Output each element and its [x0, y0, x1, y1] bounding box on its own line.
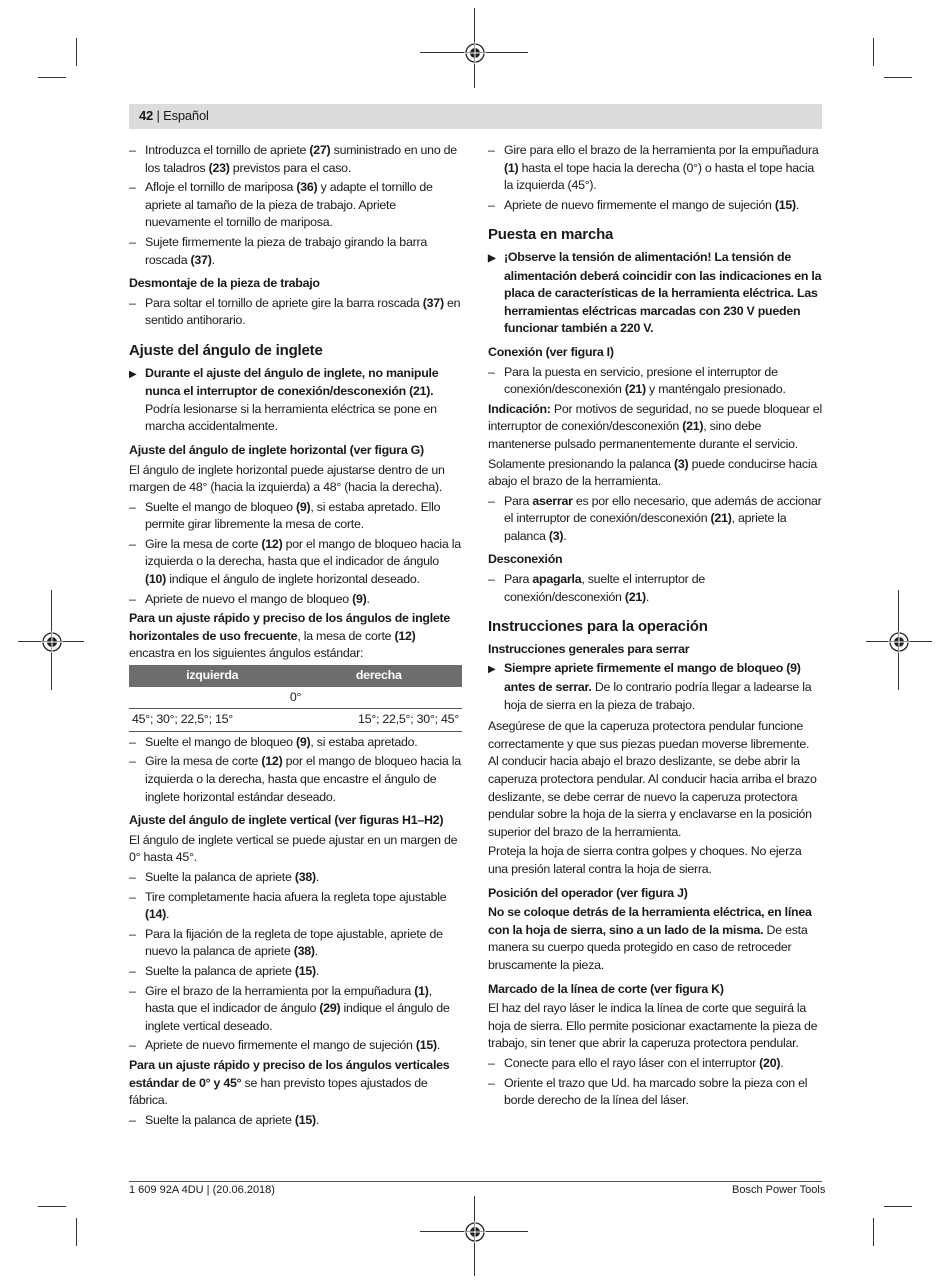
crop-mark: [38, 1206, 66, 1207]
list-item-ref: (36): [296, 180, 318, 195]
list-item-text: Afloje el tornillo de mariposa: [145, 180, 297, 195]
caperuza-paragraph: Asegúrese de que la caperuza protectora pendular funcione correctamente y que sus piezas puedan moverse libremente. Al conducir hacia abajo el brazo deslizante, se debe abrir la caperuza protectora pendular. Al conducir hacia arriba el brazo deslizante, se debe cerrar de nuevo la caperuza protectora pendular sobre la hoja de la sierra y enclavarse en la posición superior del brazo de la herramienta.: [488, 719, 817, 839]
warning-bold: Durante el ajuste del ángulo de inglete, no manipule nunca el interruptor de conexión/desconexión (21).: [145, 365, 439, 399]
list-item-ref: (1): [504, 160, 519, 175]
list-item: [129, 179, 462, 232]
marcado-list: [488, 1055, 822, 1110]
list-item-text: Suelte el mango de bloqueo: [145, 734, 297, 749]
list-item-ref: (9): [296, 734, 311, 749]
list-item: [129, 983, 462, 1036]
registration-mark-icon: [464, 42, 486, 64]
quick-horiz-paragraph: [129, 610, 462, 663]
list-item-text: Sujete firmemente la pieza de trabajo girando la barra roscada: [145, 234, 427, 267]
list-item: [129, 234, 462, 269]
indicacion-label: Indicación:: [488, 401, 551, 416]
list-item-text: .: [645, 589, 650, 604]
page-header-band: [129, 104, 822, 129]
list-item-ref: (9): [296, 499, 311, 514]
angles-table: [129, 665, 462, 732]
puesta-warning: ▶ ¡Observe la tensión de alimentación! La tensión de alimentación deberá coincidir con las indicaciones en la placa de características de la herramienta eléctrica. Las herramientas eléctricas marcadas con 230 V pueden funcionar también a 220 V.: [488, 249, 822, 338]
crop-mark: [873, 1218, 874, 1246]
intro-list: [129, 142, 462, 269]
desmontaje-list: [129, 295, 462, 330]
list-item-ref: (29): [319, 1001, 341, 1016]
quick-horiz-tail: encastra en los siguientes ángulos estándar:: [129, 646, 364, 661]
list-item-ref: (15): [294, 963, 316, 978]
quick-vert-paragraph: [129, 1057, 462, 1110]
list-item-ref: (38): [293, 944, 315, 959]
list-item-ref: (9): [352, 591, 367, 606]
list-item-text: es por ello necesario, que además de accionar el interruptor de conexión/desconexión: [504, 493, 822, 526]
list-item: [129, 1037, 462, 1055]
list-item-text: Para: [504, 493, 533, 508]
list-item-text: , si estaba apretado. Ello permite girar libremente la mesa de corte.: [145, 499, 441, 532]
list-item: [488, 364, 822, 399]
list-item-ref: (15): [294, 1112, 316, 1127]
list-item: [129, 536, 462, 589]
list-item-text: y manténgalo presionado.: [645, 382, 786, 397]
list-item-text: previstos para el caso.: [229, 160, 352, 175]
palanca-tail: puede conducirse hacia abajo el brazo de la herramienta.: [488, 456, 817, 489]
crop-mark: [884, 77, 912, 78]
posicion-heading: Posición del operador (ver figura J): [488, 885, 688, 900]
list-item-ref: aserrar: [532, 493, 573, 508]
palanca-paragraph: [488, 456, 822, 491]
list-item-ref: (37): [190, 252, 212, 267]
table-cell-left: 45°; 30°; 22,5°; 15°: [129, 709, 296, 732]
list-item: [129, 963, 462, 981]
crop-mark: [38, 77, 66, 78]
after-table-list: [129, 734, 462, 806]
list-item-ref: (23): [208, 160, 230, 175]
palanca-text: Solamente presionando la palanca: [488, 456, 675, 471]
quick-horiz-bold: Para un ajuste rápido y preciso de los ángulos de inglete horizontales de uso frecuente: [129, 611, 451, 643]
list-item-text: .: [314, 944, 318, 959]
vert-list: [129, 869, 462, 1055]
list-item-ref: (15): [774, 197, 796, 212]
list-item-text: hasta el tope hacia la derecha (0°) o hasta el tope hacia la izquierda (45°).: [504, 160, 815, 193]
last-list: [129, 1112, 462, 1130]
list-item: [129, 591, 462, 609]
list-item: [129, 499, 462, 534]
warning-text: Podría lesionarse si la herramienta eléctrica se pone en marcha accidentalmente.: [145, 401, 437, 434]
list-item: [129, 889, 462, 924]
list-item: [129, 734, 462, 752]
right-column: [488, 142, 822, 1112]
horiz-paragraph: El ángulo de inglete horizontal puede ajustarse dentro de un margen de 48° (hacia la izquierda) a 48° (hacia la derecha).: [129, 462, 445, 495]
generales-warning-text: De lo contrario podría llegar a ladearse la hoja de sierra en la pieza de trabajo.: [504, 680, 812, 712]
crop-mark: [884, 1206, 912, 1207]
marcado-paragraph: El haz del rayo láser le indica la línea de corte que seguirá la hoja de sierra. Ello permite posicionar exactamente la pieza de trabajo, sin tener que abrir la caperuza protectora pendular.: [488, 1001, 818, 1051]
list-item-text: .: [795, 197, 800, 212]
vert-paragraph: El ángulo de inglete vertical se puede ajustar en un margen de 0° hasta 45°.: [129, 832, 458, 865]
list-item-ref: apagarla: [532, 572, 582, 587]
table-cell-center: 0°: [129, 687, 462, 709]
proteja-paragraph: Proteja la hoja de sierra contra golpes y choques. No ejerza una presión lateral contra la hoja de sierra.: [488, 844, 802, 876]
list-item-text: Gire la mesa de corte: [145, 754, 262, 769]
list-item-ref: (21): [710, 511, 732, 526]
list-item-text: Para la puesta en servicio, presione el interruptor de conexión/desconexión: [504, 364, 778, 397]
list-item-ref: (10): [145, 572, 167, 587]
registration-mark-icon: [464, 1221, 486, 1243]
desconexion-heading: Desconexión: [488, 552, 563, 567]
list-item-text: .: [211, 252, 215, 267]
list-item: [488, 493, 822, 546]
palanca-ref: (3): [674, 456, 689, 471]
list-item-text: Introduzca el tornillo de apriete: [145, 143, 310, 157]
list-item: [129, 926, 462, 961]
header-separator: |: [156, 108, 160, 123]
conexion-list: [488, 364, 822, 399]
list-item-text: Para la fijación de la regleta de tope ajustable, apriete de nuevo la palanca de apriete: [145, 926, 443, 959]
table-cell-right: 15°; 22,5°; 30°; 45°: [296, 709, 463, 732]
list-item-ref: (21): [624, 382, 646, 397]
list-item: [129, 142, 462, 177]
posicion-paragraph: [488, 904, 822, 974]
page-header: [139, 108, 209, 123]
aserrar-list: [488, 493, 822, 546]
list-item-text: .: [315, 1112, 320, 1127]
list-item: [488, 1055, 822, 1073]
posicion-bold: No se coloque detrás de la herramienta eléctrica, en línea con la hoja de sierra, sino a un lado de la misma.: [488, 905, 812, 937]
horiz-list: [129, 499, 462, 609]
marcado-heading: Marcado de la línea de corte (ver figura K): [488, 981, 724, 996]
indicacion-paragraph: [488, 401, 822, 454]
list-item-ref: (20): [759, 1055, 781, 1070]
list-item-text: , suelte el interruptor de conexión/desconexión: [504, 572, 706, 604]
list-item-ref: (1): [414, 983, 429, 998]
left-column: [129, 142, 462, 1131]
list-item-text: Tire completamente hacia afuera la regleta tope ajustable: [145, 889, 447, 904]
posicion-text: De esta manera su cuerpo queda protegido en caso de retroceder bruscamente la pieza.: [488, 922, 808, 972]
ajuste-heading: Ajuste del ángulo de inglete: [129, 341, 323, 359]
vert-heading: Ajuste del ángulo de inglete vertical (ver figuras H1–H2): [129, 813, 444, 828]
list-item-text: Gire la mesa de corte: [145, 536, 262, 551]
quick-horiz-ref: (12): [394, 628, 416, 643]
conexion-heading: Conexión (ver figura I): [488, 344, 614, 359]
registration-mark-icon: [888, 631, 910, 653]
page-number: 42: [139, 108, 154, 123]
list-item-text: y adapte el tornillo de apriete al tamaño de la pieza de trabajo. Apriete nuevamente el tornillo de mariposa.: [145, 180, 433, 230]
list-item-ref: (27): [309, 143, 331, 157]
list-item: [488, 1075, 822, 1110]
generales-warning: [488, 660, 822, 714]
crop-mark: [76, 1218, 77, 1246]
list-item-text: Suelte la palanca de apriete: [145, 1112, 295, 1127]
list-item-text: Conecte para ello el rayo láser con el interruptor: [504, 1055, 760, 1070]
list-item: [129, 869, 462, 887]
crop-mark: [76, 38, 77, 66]
list-item-ref: (12): [261, 536, 283, 551]
list-item-text: .: [780, 1055, 784, 1070]
list-item: [488, 571, 822, 606]
list-item-text: Apriete de nuevo firmemente el mango de sujeción: [504, 197, 775, 212]
list-item: [129, 295, 462, 330]
top-list: [488, 142, 822, 214]
list-item-text: .: [315, 869, 320, 884]
table-header-right: derecha: [296, 665, 463, 687]
list-item-text: , hasta que el indicador de ángulo: [145, 983, 432, 1016]
list-item-text: .: [563, 528, 567, 543]
ajuste-warning: [129, 365, 462, 436]
quick-horiz-text: , la mesa de corte: [297, 628, 395, 643]
list-item: [488, 197, 822, 215]
registration-mark-icon: [41, 631, 63, 653]
list-item-text: .: [166, 907, 170, 922]
footer-brand: Bosch Power Tools: [732, 1184, 826, 1196]
list-item-text: Apriete de nuevo el mango de bloqueo: [145, 591, 353, 606]
list-item-text: por el mango de bloqueo hacia la izquierda o la derecha, hasta que encastre el ángulo de inglete horizontal estándar deseado.: [145, 754, 461, 804]
list-item-text: .: [315, 963, 320, 978]
list-item-text: Suelte la palanca de apriete: [145, 869, 295, 884]
indicacion-ref: (21): [682, 419, 704, 434]
list-item-text: .: [366, 591, 370, 606]
desconexion-list: [488, 571, 822, 606]
quick-vert-text: se han previsto topes ajustados de fábrica.: [129, 1075, 428, 1108]
operacion-heading: Instrucciones para la operación: [488, 618, 708, 636]
list-item: [129, 753, 462, 806]
list-item-text: suministrado en uno de los taladros: [145, 143, 457, 175]
list-item-text: Para soltar el tornillo de apriete gire la barra roscada: [145, 295, 423, 310]
list-item-text: indique el ángulo de inglete horizontal deseado.: [166, 572, 420, 587]
header-language: Español: [163, 108, 209, 123]
list-item: [488, 142, 822, 195]
table-header-left: izquierda: [129, 665, 296, 687]
list-item-text: Apriete de nuevo firmemente el mango de sujeción: [145, 1038, 416, 1053]
crop-mark: [873, 38, 874, 66]
list-item-ref: (38): [294, 869, 316, 884]
footer-rule: [129, 1181, 822, 1182]
indicacion-text: Por motivos de seguridad, no se puede bloquear el interruptor de conexión/desconexión: [488, 401, 822, 434]
puesta-heading: Puesta en marcha: [488, 226, 614, 244]
list-item-ref: (3): [548, 528, 564, 543]
desmontaje-heading: Desmontaje de la pieza de trabajo: [129, 276, 320, 291]
generales-heading: Instrucciones generales para serrar: [488, 641, 690, 656]
list-item-text: indique el ángulo de inglete vertical deseado.: [145, 1001, 450, 1033]
list-item-text: Suelte la palanca de apriete: [145, 963, 295, 978]
list-item-text: .: [436, 1038, 441, 1053]
list-item-text: Oriente el trazo que Ud. ha marcado sobre la pieza con el borde derecho de la línea del láser.: [504, 1075, 808, 1108]
list-item-text: , si estaba apretado.: [310, 734, 418, 749]
list-item-text: Suelte el mango de bloqueo: [145, 499, 297, 514]
quick-vert-bold: Para un ajuste rápido y preciso de los ángulos verticales estándar de 0° y 45°: [129, 1057, 450, 1090]
list-item-text: por el mango de bloqueo hacia la izquierda o la derecha, hasta que el indicador de ángulo: [145, 536, 461, 569]
indicacion-tail: , sino debe mantenerse pulsado permanentemente durante el servicio.: [488, 419, 798, 451]
list-item-ref: (12): [261, 754, 283, 769]
list-item-text: Gire para ello el brazo de la herramienta por la empuñadura: [504, 143, 819, 157]
generales-warning-bold: Siempre apriete firmemente el mango de bloqueo (9) antes de serrar.: [504, 661, 801, 695]
list-item-text: Para: [504, 572, 533, 587]
list-item-ref: (37): [422, 295, 444, 310]
footer-doc-id: 1 609 92A 4DU | (20.06.2018): [129, 1184, 275, 1196]
list-item: [129, 1112, 462, 1130]
list-item-ref: (15): [415, 1038, 437, 1053]
horiz-heading: Ajuste del ángulo de inglete horizontal (ver figura G): [129, 442, 424, 457]
list-item-ref: (21): [624, 589, 646, 604]
list-item-text: en sentido antihorario.: [145, 295, 461, 328]
list-item-ref: (14): [145, 907, 167, 922]
list-item-text: Gire el brazo de la herramienta por la empuñadura: [145, 983, 415, 998]
list-item-text: , apriete la palanca: [504, 511, 787, 543]
